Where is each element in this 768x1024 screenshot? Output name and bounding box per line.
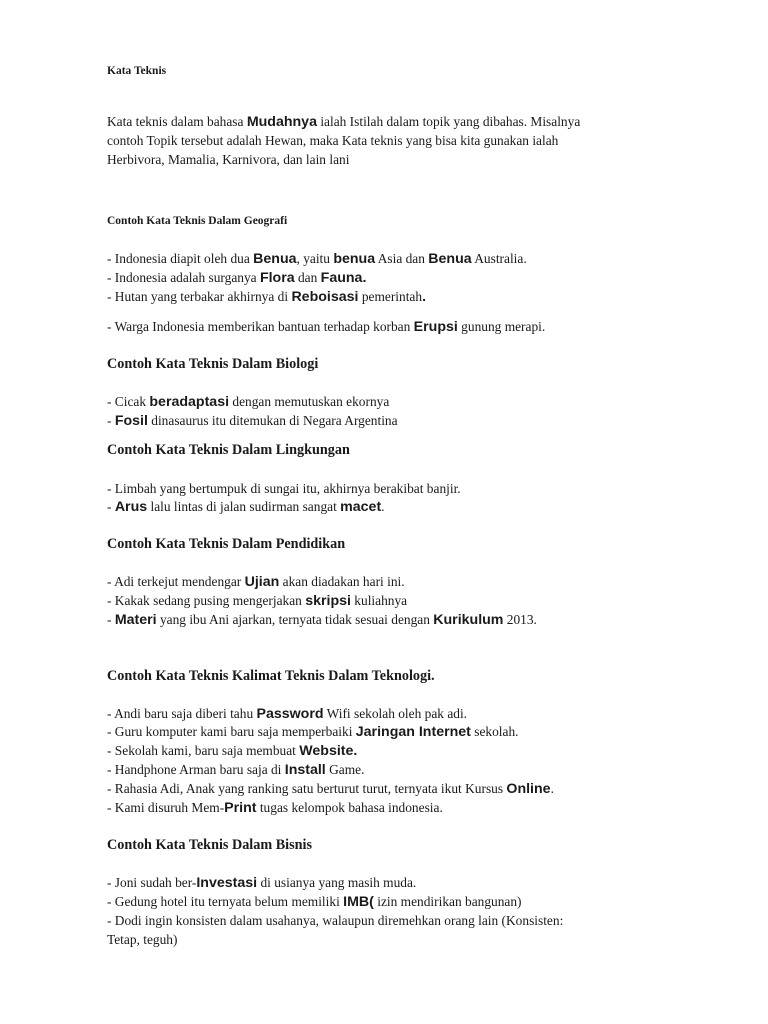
teknologi-line-6: - Kami disuruh Mem-Print tugas kelompok bahasa indonesia.	[107, 800, 443, 816]
lingkungan-line-2: - Arus lalu lintas di jalan sudirman sangat macet.	[107, 499, 385, 515]
geografi-line-1: - Indonesia diapit oleh dua Benua, yaitu benua Asia dan Benua Australia.	[107, 251, 527, 267]
heading-biologi: Contoh Kata Teknis Dalam Biologi	[107, 356, 319, 372]
bisnis-line-4: Tetap, teguh)	[107, 932, 178, 947]
teknologi-line-3: - Sekolah kami, baru saja membuat Website.	[107, 743, 358, 759]
lingkungan-line-1: - Limbah yang bertumpuk di sungai itu, akhirnya berakibat banjir.	[107, 481, 461, 496]
teknologi-line-1: - Andi baru saja diberi tahu Password Wifi sekolah oleh pak adi.	[107, 706, 468, 722]
pendidikan-line-1: - Adi terkejut mendengar Ujian akan diadakan hari ini.	[107, 574, 405, 590]
teknologi-line-5: - Rahasia Adi, Anak yang ranking satu berturut turut, ternyata ikut Kursus Online.	[107, 781, 554, 797]
bisnis-line-1: - Joni sudah ber-Investasi di usianya yang masih muda.	[107, 875, 417, 891]
geografi-line-2: - Indonesia adalah surganya Flora dan Fauna.	[107, 270, 367, 286]
heading-lingkungan: Contoh Kata Teknis Dalam Lingkungan	[107, 442, 350, 458]
intro-line-2: contoh Topik tersebut adalah Hewan, maka Kata teknis yang bisa kita gunakan ialah	[107, 133, 559, 148]
document-title: Kata Teknis	[107, 65, 167, 77]
bisnis-line-3: - Dodi ingin konsisten dalam usahanya, walaupun diremehkan orang lain (Konsisten:	[107, 913, 564, 928]
geografi-line-4: - Warga Indonesia memberikan bantuan terhadap korban Erupsi gunung merapi.	[107, 319, 546, 335]
geografi-line-3: - Hutan yang terbakar akhirnya di Reboisasi pemerintah.	[107, 289, 427, 305]
intro-line-3: Herbivora, Mamalia, Karnivora, dan lain lani	[107, 152, 350, 167]
teknologi-line-2: - Guru komputer kami baru saja memperbaiki Jaringan Internet sekolah.	[107, 724, 519, 740]
intro-line-1: Kata teknis dalam bahasa Mudahnya ialah Istilah dalam topik yang dibahas. Misalnya	[107, 114, 581, 130]
pendidikan-line-3: - Materi yang ibu Ani ajarkan, ternyata tidak sesuai dengan Kurikulum 2013.	[107, 612, 537, 628]
heading-teknologi: Contoh Kata Teknis Kalimat Teknis Dalam Teknologi.	[107, 668, 435, 684]
heading-pendidikan: Contoh Kata Teknis Dalam Pendidikan	[107, 536, 346, 552]
biologi-line-2: - Fosil dinasaurus itu ditemukan di Negara Argentina	[107, 413, 398, 429]
heading-geografi: Contoh Kata Teknis Dalam Geografi	[107, 215, 288, 227]
teknologi-line-4: - Handphone Arman baru saja di Install Game.	[107, 762, 365, 778]
heading-bisnis: Contoh Kata Teknis Dalam Bisnis	[107, 837, 312, 853]
bisnis-line-2: - Gedung hotel itu ternyata belum memiliki IMB( izin mendirikan bangunan)	[107, 894, 522, 910]
biologi-line-1: - Cicak beradaptasi dengan memutuskan ekornya	[107, 394, 390, 410]
pendidikan-line-2: - Kakak sedang pusing mengerjakan skripsi kuliahnya	[107, 593, 408, 609]
